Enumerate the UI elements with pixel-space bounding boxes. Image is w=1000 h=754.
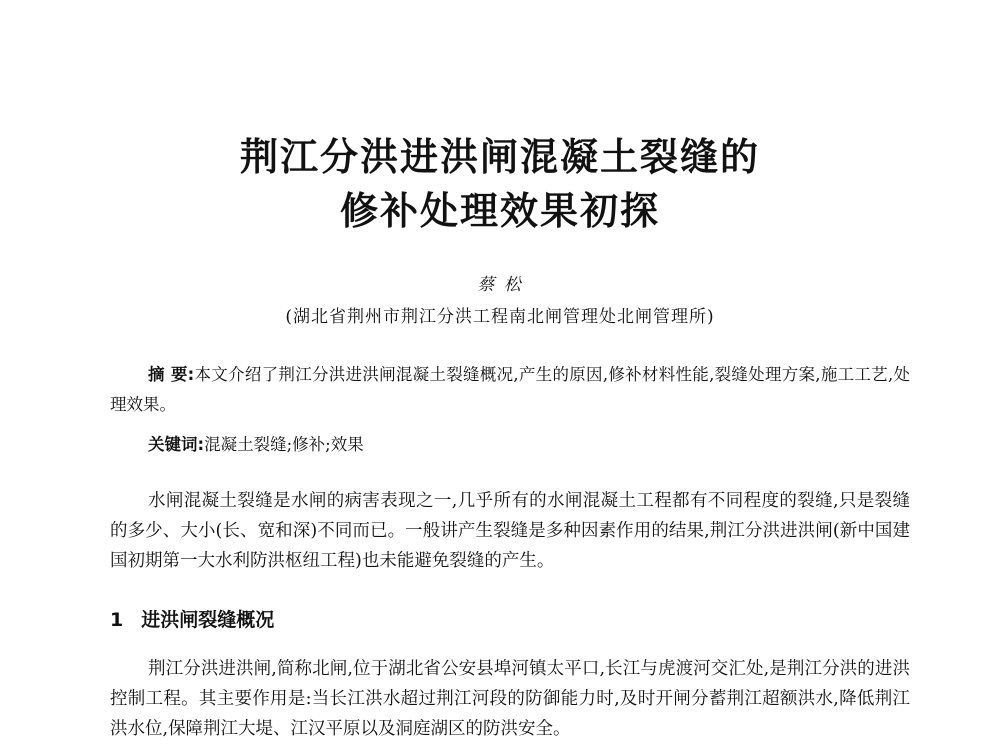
body-paragraph-1: 水闸混凝土裂缝是水闸的病害表现之一,几乎所有的水闸混凝土工程都有不同程度的裂缝,只是裂缝的多少、大小(长、宽和深)不同而已。一般讲产生裂缝是多种因素作用的结果,荆江分洪进洪闸(新中国建国初期第一大水利防洪枢纽工程)也未能避免裂缝的产生。 — [110, 491, 910, 571]
paper-title-line-2: 修补处理效果初探 — [339, 189, 660, 233]
paper-title-line-1: 荆江分洪进洪闸混凝土裂缝的 — [239, 135, 760, 179]
abstract-label: 摘 要: — [148, 365, 195, 384]
abstract — [110, 360, 910, 420]
section-number: 1 — [110, 609, 124, 631]
body-paragraph-2: 荆江分洪进洪闸,简称北闸,位于湖北省公安县埠河镇太平口,长江与虎渡河交汇处,是荆江分洪的进洪控制工程。其主要作用是:当长江洪水超过荆江河段的防御能力时,及时开闸分蓄荆江超额洪水,降低荆江洪水位,保障荆江大堤、江汉平原以及洞庭湖区的防洪安全。 — [110, 659, 910, 739]
abstract-text: 本文介绍了荆江分洪进洪闸混凝土裂缝概况,产生的原因,修补材料性能,裂缝处理方案,施工工艺,处理效果。 — [110, 365, 910, 414]
section-heading-1 — [110, 605, 274, 632]
author-affiliation: (湖北省荆州市荆江分洪工程南北闸管理处北闸管理所) — [285, 307, 715, 327]
section-title: 进洪闸裂缝概况 — [141, 609, 275, 631]
keywords — [148, 430, 908, 460]
keywords-text: 混凝土裂缝;修补;效果 — [204, 435, 364, 454]
author-name: 蔡 松 — [477, 275, 523, 295]
keywords-label: 关键词: — [148, 435, 205, 454]
